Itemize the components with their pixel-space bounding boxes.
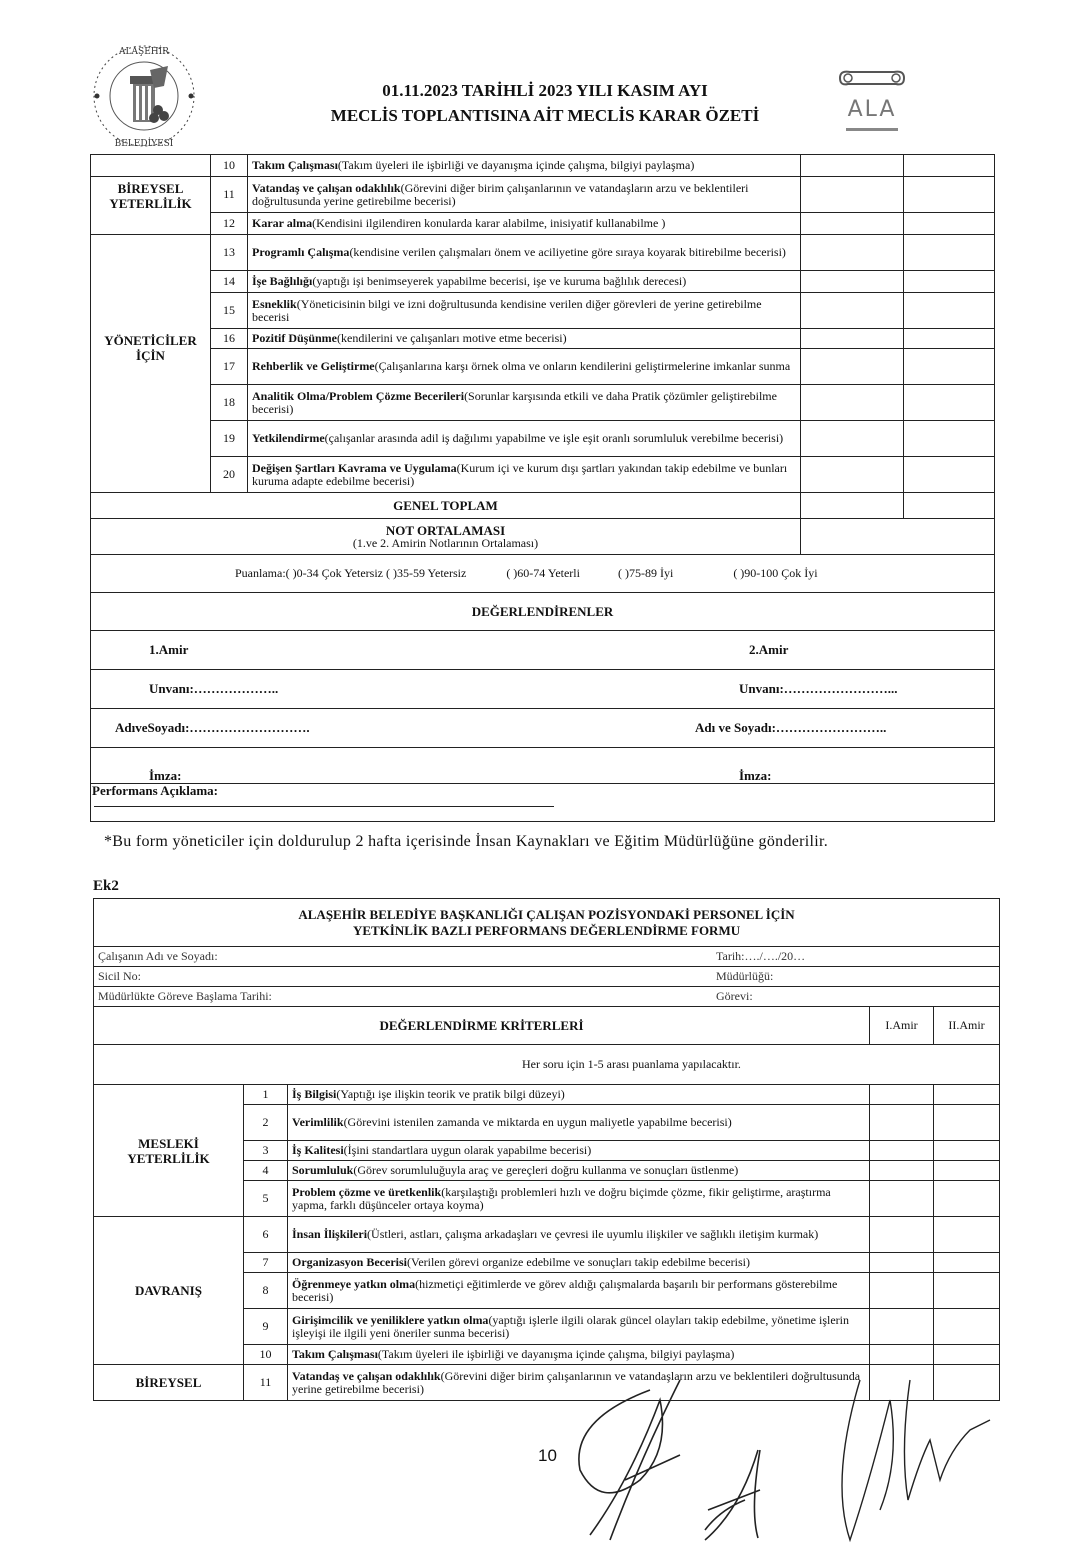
- score-cell-amir2[interactable]: [904, 235, 995, 271]
- row-number: 12: [211, 213, 248, 235]
- score-cell-amir2[interactable]: [904, 329, 995, 349]
- score-cell-amir2[interactable]: [934, 1085, 1000, 1105]
- criterion-cell: Girişimcilik ve yeniliklere yatkın olma(yaptığı işlerle ilgili olarak güncel olayları takip edebilme, yönetime işlerin işleyişi ile ilgili yeni öneriler sunma becerisi): [288, 1309, 870, 1345]
- degerlendirenler-heading: DEĞERLENDİRENLER: [91, 593, 995, 631]
- score-cell-amir1[interactable]: [870, 1105, 934, 1141]
- row-number: 8: [244, 1273, 288, 1309]
- puanlama-1: Puanlama:( )0-34 Çok Yetersiz ( )35-59 Yetersiz: [235, 566, 467, 580]
- performans-row: [91, 784, 995, 822]
- score-cell-amir1[interactable]: [870, 1273, 934, 1309]
- score-cell-amir1[interactable]: [801, 457, 904, 493]
- criterion-cell: Vatandaş ve çalışan odaklılık(Görevini diğer birim çalışanlarının ve vatandaşların arzu ve beklentileri doğrultusunda yerine getirebilme becerisi): [288, 1365, 870, 1401]
- score-cell-amir2[interactable]: [904, 271, 995, 293]
- row-number: 10: [244, 1345, 288, 1365]
- score-cell-amir1[interactable]: [801, 177, 904, 213]
- row-number: 17: [211, 349, 248, 385]
- score-cell-amir1[interactable]: [870, 1217, 934, 1253]
- score-cell-amir1[interactable]: [801, 271, 904, 293]
- sicil-field[interactable]: Sicil No:: [98, 969, 142, 983]
- score-cell-amir1[interactable]: [870, 1253, 934, 1273]
- score-cell-amir1[interactable]: [801, 155, 904, 177]
- document-title: [250, 78, 840, 128]
- row-number: 9: [244, 1309, 288, 1345]
- criterion-cell: Organizasyon Becerisi(Verilen görevi organize edebilme ve sonuçları takip edebilme becerisi): [288, 1253, 870, 1273]
- imza1-field[interactable]: İmza:: [149, 768, 182, 783]
- criterion-cell: İnsan İlişkileri(Üstleri, astları, çalışma arkadaşları ve çevresi ile uyumlu ilişkiler ve sağlıklı iletişim kurmak): [288, 1217, 870, 1253]
- category-cell-empty: [91, 155, 211, 177]
- row-number: 19: [211, 421, 248, 457]
- not-ortalamasi-sub: (1.ve 2. Amirin Notlarının Ortalaması): [352, 535, 539, 550]
- svg-text:BELEDİYESİ: BELEDİYESİ: [114, 139, 174, 149]
- score-cell-amir1[interactable]: [801, 349, 904, 385]
- score-cell-amir1[interactable]: [870, 1181, 934, 1217]
- row-number: 6: [244, 1217, 288, 1253]
- row-number: 20: [211, 457, 248, 493]
- criterion-cell: Yetkilendirme(çalışanlar arasında adil iş dağılımı yapabilme ve işle eşit oranlı sorumluluk verebilme becerisi): [248, 421, 801, 457]
- score-cell-amir1[interactable]: [870, 1141, 934, 1161]
- amir1-label: 1.Amir: [149, 642, 189, 657]
- info-row-sicil: [94, 967, 1000, 987]
- adsoyad2-field[interactable]: Adı ve Soyadı:……………………..: [695, 720, 887, 735]
- score-cell-amir2[interactable]: [934, 1141, 1000, 1161]
- score-cell-amir2[interactable]: [934, 1217, 1000, 1253]
- amir2-column-header: II.Amir: [934, 1007, 1000, 1045]
- criterion-cell: Pozitif Düşünme(kendilerini ve çalışanları motive etme becerisi): [248, 329, 801, 349]
- performans-underline: [94, 806, 554, 807]
- info-row-baslama: [94, 987, 1000, 1007]
- unvan-row: [91, 670, 995, 709]
- gorevi-field[interactable]: Görevi:: [716, 989, 753, 1003]
- handwritten-signatures: [530, 1360, 1010, 1550]
- row-number: 5: [244, 1181, 288, 1217]
- competency-table-employees: [93, 898, 1000, 1401]
- score-cell-amir2[interactable]: [934, 1273, 1000, 1309]
- not-ortalamasi-label: NOT ORTALAMASI: [385, 522, 506, 538]
- score-cell-amir2[interactable]: [904, 177, 995, 213]
- puanlama-2: ( )60-74 Yeterli: [506, 566, 580, 580]
- adsoyad1-field[interactable]: AdıveSoyadı:……………………….: [115, 720, 310, 735]
- criterion-cell: Vatandaş ve çalışan odaklılık(Görevini diğer birim çalışanlarının ve vatandaşların arzu ve beklentileri doğrultusunda yerine getirebilme becerisi): [248, 177, 801, 213]
- criterion-cell: Esneklik(Yöneticisinin bilgi ve izni doğrultusunda kendisine verilen diğer görevleri de yerine getirebilme becerisi: [248, 293, 801, 329]
- score-cell-amir2[interactable]: [934, 1253, 1000, 1273]
- info-row-name: [94, 947, 1000, 967]
- title-line-2: MECLİS TOPLANTISINA AİT MECLİS KARAR ÖZETİ: [330, 106, 760, 125]
- criterion-cell: Takım Çalışması(Takım üyeleri ile işbirliği ve dayanışma içinde çalışma, bilgiyi paylaşma): [248, 155, 801, 177]
- imza2-field[interactable]: İmza:: [739, 768, 772, 783]
- score-cell-amir2[interactable]: [904, 155, 995, 177]
- form-title-line-1: ALAŞEHİR BELEDİYE BAŞKANLIĞI ÇALIŞAN POZİSYONDAKİ PERSONEL İÇİN: [298, 906, 795, 922]
- criterion-cell: Takım Çalışması(Takım üyeleri ile işbirliği ve dayanışma içinde çalışma, bilgiyi paylaşma): [288, 1345, 870, 1365]
- puanlama-3: ( )75-89 İyi: [617, 566, 674, 580]
- imza-row: [91, 748, 995, 784]
- genel-toplam-label: GENEL TOPLAM: [91, 493, 801, 519]
- row-number: 11: [244, 1365, 288, 1401]
- row-number: 7: [244, 1253, 288, 1273]
- form-title: [94, 899, 1000, 947]
- page-header: [0, 0, 1090, 150]
- amir-row: [91, 631, 995, 670]
- score-cell-amir2[interactable]: [934, 1161, 1000, 1181]
- not-ortalamasi-cell: [91, 519, 801, 555]
- score-cell-amir1[interactable]: [801, 235, 904, 271]
- puanlama-4: ( )90-100 Çok İyi: [733, 566, 818, 580]
- criterion-cell: Değişen Şartları Kavrama ve Uygulama(Kurum içi ve kurum dışı şartları yakından takip edebilme ve bunları kuruma adapte edebilme becerisi): [248, 457, 801, 493]
- criterion-cell: Problem çözme ve üretkenlik(karşılaştığı problemleri hızlı ve doğru biçimde çözme, fikir geliştirme, araştırma yapma, farklı düşünceler ortaya koyma): [288, 1181, 870, 1217]
- criterion-cell: İş Kalitesi(İşini standartlara uygun olarak yapabilme becerisi): [288, 1141, 870, 1161]
- score-cell-amir2[interactable]: [934, 1181, 1000, 1217]
- row-number: 3: [244, 1141, 288, 1161]
- criterion-cell: Rehberlik ve Geliştirme(Çalışanlarına karşı örnek olma ve onların kendilerini geliştirmelerine imkanlar sunma: [248, 349, 801, 385]
- criterion-cell: Analitik Olma/Problem Çözme Becerileri(Sorunlar karşısında etkili ve daha Pratik çözümler geliştirebilme becerisi): [248, 385, 801, 421]
- score-cell-amir2[interactable]: [904, 457, 995, 493]
- score-cell-amir2[interactable]: [934, 1105, 1000, 1141]
- score-cell-amir1[interactable]: [801, 385, 904, 421]
- row-number: 16: [211, 329, 248, 349]
- criterion-cell: İş Bilgisi(Yaptığı işe ilişkin teorik ve pratik bilgi düzeyi): [288, 1085, 870, 1105]
- row-number: 2: [244, 1105, 288, 1141]
- score-cell-amir1[interactable]: [801, 213, 904, 235]
- row-number: 18: [211, 385, 248, 421]
- score-cell-amir2[interactable]: [904, 213, 995, 235]
- unvan2-field[interactable]: Unvanı:……………………...: [739, 681, 898, 696]
- puan-note: Her soru için 1-5 arası puanlama yapılacaktır.: [94, 1045, 1000, 1085]
- row-number: 13: [211, 235, 248, 271]
- competency-table-managers: [90, 154, 995, 822]
- kriterler-heading: DEĞERLENDİRME KRİTERLERİ: [94, 1007, 870, 1045]
- average-cell[interactable]: [801, 519, 995, 555]
- unvan1-field[interactable]: Unvanı:………………..: [149, 681, 279, 696]
- score-cell-amir1[interactable]: [870, 1161, 934, 1181]
- municipality-seal-logo: [88, 40, 200, 152]
- svg-text:ALA: ALA: [847, 97, 897, 122]
- row-number: 14: [211, 271, 248, 293]
- score-cell-amir2[interactable]: [934, 1309, 1000, 1345]
- ala-column-logo: [832, 68, 912, 136]
- tarih-field[interactable]: Tarih:…./…./20…: [716, 949, 806, 963]
- score-cell-amir1[interactable]: [801, 329, 904, 349]
- category-davranis: DAVRANIŞ: [94, 1217, 244, 1365]
- score-cell-amir1[interactable]: [801, 421, 904, 457]
- category-yoneticiler: YÖNETİCİLER İÇİN: [91, 235, 211, 493]
- puanlama-row: [91, 555, 995, 593]
- criterion-cell: Öğrenmeye yatkın olma(hizmetiçi eğitimlerde ve görev aldığı çalışmalarda başarılı bir performans gösterebilme becerisi): [288, 1273, 870, 1309]
- criterion-cell: Programlı Çalışma(kendisine verilen çalışmaları önem ve aciliyetine göre sıraya koyarak bitirebilme becerisi): [248, 235, 801, 271]
- row-number: 4: [244, 1161, 288, 1181]
- row-number: 10: [211, 155, 248, 177]
- score-cell-amir2[interactable]: [904, 349, 995, 385]
- total-cell-amir1[interactable]: [801, 493, 904, 519]
- total-cell-amir2[interactable]: [904, 493, 995, 519]
- score-cell-amir2[interactable]: [904, 421, 995, 457]
- form-title-line-2: YETKİNLİK BAZLI PERFORMANS DEĞERLENDİRME FORMU: [352, 922, 741, 938]
- row-number: 1: [244, 1085, 288, 1105]
- svg-text:ALAŞEHİR: ALAŞEHİR: [119, 47, 169, 57]
- amir1-column-header: I.Amir: [870, 1007, 934, 1045]
- baslama-field[interactable]: Müdürlükte Göreve Başlama Tarihi:: [98, 989, 272, 1003]
- category-mesleki: MESLEKİ YETERLİLİK: [94, 1085, 244, 1217]
- score-cell-amir1[interactable]: [801, 293, 904, 329]
- appendix-label: Ek2: [93, 878, 119, 894]
- page-number: 10: [538, 1446, 557, 1465]
- criterion-cell: İşe Bağlılığı(yaptığı işi benimseyerek yapabilme becerisi, işe ve kuruma bağlılık derecesi): [248, 271, 801, 293]
- category-bireysel: BİREYSEL YETERLİLİK: [91, 177, 211, 235]
- score-cell-amir1[interactable]: [870, 1309, 934, 1345]
- performans-label: Performans Açıklama:: [92, 783, 219, 798]
- adsoyad-row: [91, 709, 995, 748]
- form-note: *Bu form yöneticiler için doldurulup 2 hafta içerisinde İnsan Kaynakları ve Eğitim Müdürlüğüne gönderilir.: [104, 833, 829, 850]
- row-number: 15: [211, 293, 248, 329]
- score-cell-amir2[interactable]: [904, 385, 995, 421]
- title-line-1: 01.11.2023 TARİHLİ 2023 YILI KASIM AYI: [382, 81, 708, 100]
- calisan-field[interactable]: Çalışanın Adı ve Soyadı:: [98, 949, 218, 963]
- mudurluk-field[interactable]: Müdürlüğü:: [716, 969, 774, 983]
- row-number: 11: [211, 177, 248, 213]
- criterion-cell: Karar alma(Kendisini ilgilendiren konularda karar alabilme, inisiyatif kullanabilme ): [248, 213, 801, 235]
- criterion-cell: Verimlilik(Görevini istenilen zamanda ve miktarda en uygun maliyetle yapabilme becerisi): [288, 1105, 870, 1141]
- score-cell-amir1[interactable]: [870, 1085, 934, 1105]
- category-bireysel: BİREYSEL: [94, 1365, 244, 1401]
- criterion-cell: Sorumluluk(Görev sorumluluğuyla araç ve gereçleri doğru kullanma ve sonuçları üstlenme): [288, 1161, 870, 1181]
- score-cell-amir2[interactable]: [904, 293, 995, 329]
- amir2-label: 2.Amir: [749, 642, 789, 657]
